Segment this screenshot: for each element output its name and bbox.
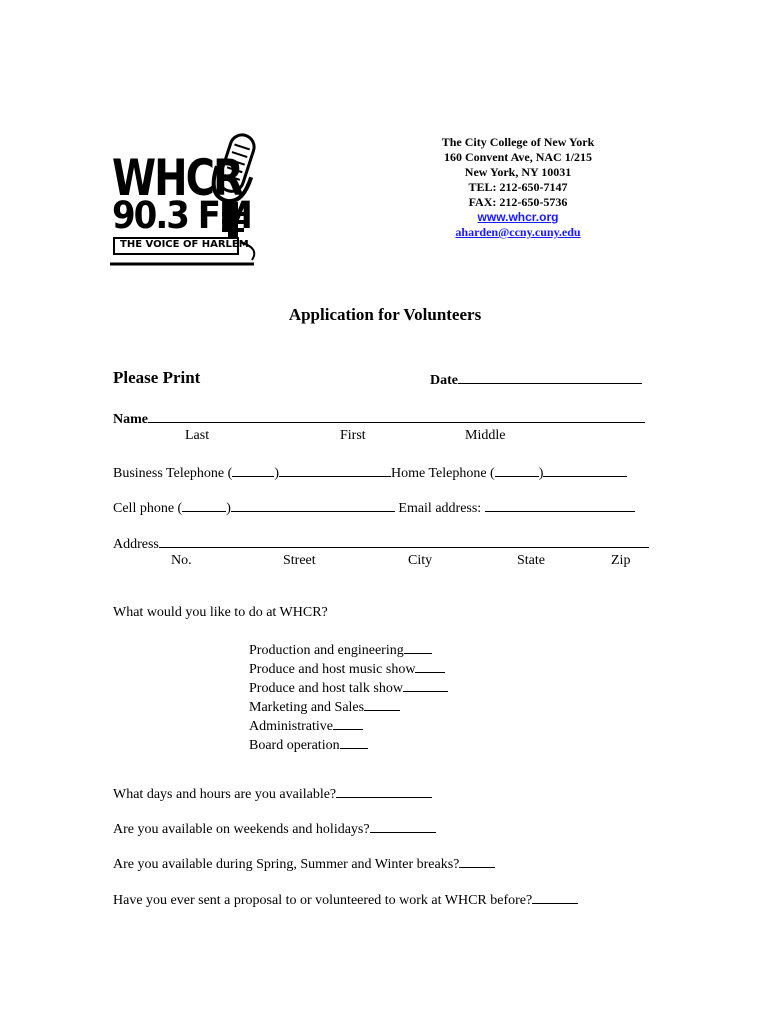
question-label: Are you available on weekends and holidays? [113,822,370,837]
phone-row [113,464,627,482]
business-paren: ) [274,466,279,481]
question-previous[interactable] [113,891,578,909]
home-area-code-blank[interactable] [495,464,539,477]
option-blank[interactable] [333,717,363,730]
home-paren: ) [538,466,544,481]
logo-call-letters: WHCR [112,150,242,208]
business-phone-blank[interactable] [279,464,391,477]
date-field[interactable] [430,371,642,389]
address-city-label: City [408,553,433,568]
option-blank[interactable] [403,679,448,692]
question-breaks[interactable] [113,855,495,873]
option-board-operation[interactable] [249,736,448,755]
option-production-engineering[interactable] [249,641,448,660]
option-marketing-sales[interactable] [249,698,448,717]
answer-blank[interactable] [459,855,495,868]
email-address-label: Email address: [398,501,482,516]
option-administrative[interactable] [249,717,448,736]
option-blank[interactable] [415,660,445,673]
home-phone-label: Home Telephone ( [390,466,495,481]
question-weekends[interactable] [113,820,436,838]
home-phone-blank[interactable] [543,464,627,477]
option-label: Marketing and Sales [249,700,365,715]
name-blank[interactable] [148,410,645,423]
logo-tagline: THE VOICE OF HARLEM [120,239,249,250]
address-street-label: Street [283,553,316,568]
question-label: What days and hours are you available? [113,787,337,802]
whcr-logo [110,132,260,268]
cell-area-code-blank[interactable] [182,499,226,512]
city-address: New York, NY 10031 [464,165,572,179]
interest-options-list [249,641,448,755]
name-first-label: First [340,428,366,443]
street-address: 160 Convent Ave, NAC 1/215 [443,150,593,164]
address-no-label: No. [171,553,192,568]
option-label: Produce and host music show [249,662,416,677]
name-label: Name [113,412,148,427]
answer-blank[interactable] [336,785,432,798]
address-state-label: State [517,553,545,568]
date-label: Date [430,373,458,388]
name-field[interactable] [113,410,645,428]
date-blank[interactable] [458,371,642,384]
option-label: Administrative [249,719,333,734]
business-area-code-blank[interactable] [232,464,274,477]
option-blank[interactable] [364,698,400,711]
form-title: Application for Volunteers [288,305,482,324]
logo-frequency: 90.3 FM [112,194,251,238]
address-zip-label: Zip [611,553,631,568]
address-label: Address [113,537,159,552]
business-phone-label: Business Telephone ( [113,466,233,481]
interest-question: What would you like to do at WHCR? [113,605,328,620]
org-name: The City College of New York [441,135,595,149]
please-print-label: Please Print [113,368,201,387]
option-label: Board operation [249,738,340,753]
cell-email-row [113,499,635,517]
cell-phone-label: Cell phone ( [113,501,183,516]
name-middle-label: Middle [465,428,506,443]
address-blank[interactable] [159,535,649,548]
name-last-label: Last [185,428,210,443]
email-link[interactable]: aharden@ccny.cuny.edu [455,225,581,239]
question-label: Have you ever sent a proposal to or volunteered to work at WHCR before? [113,893,533,908]
cell-paren: ) [226,501,231,516]
contact-block [418,135,618,240]
question-label: Are you available during Spring, Summer and Winter breaks? [113,857,460,872]
answer-blank[interactable] [532,891,578,904]
answer-blank[interactable] [370,820,436,833]
option-label: Production and engineering [249,643,404,658]
option-talk-show[interactable] [249,679,448,698]
email-address-blank[interactable] [485,499,635,512]
website-link[interactable]: www.whcr.org [477,210,559,224]
option-label: Produce and host talk show [249,681,403,696]
question-days-hours[interactable] [113,785,432,803]
telephone: TEL: 212-650-7147 [468,180,568,194]
option-blank[interactable] [404,641,432,654]
option-blank[interactable] [340,736,368,749]
address-field[interactable] [113,535,649,553]
cell-phone-blank[interactable] [231,499,395,512]
option-music-show[interactable] [249,660,448,679]
fax: FAX: 212-650-5736 [468,195,568,209]
